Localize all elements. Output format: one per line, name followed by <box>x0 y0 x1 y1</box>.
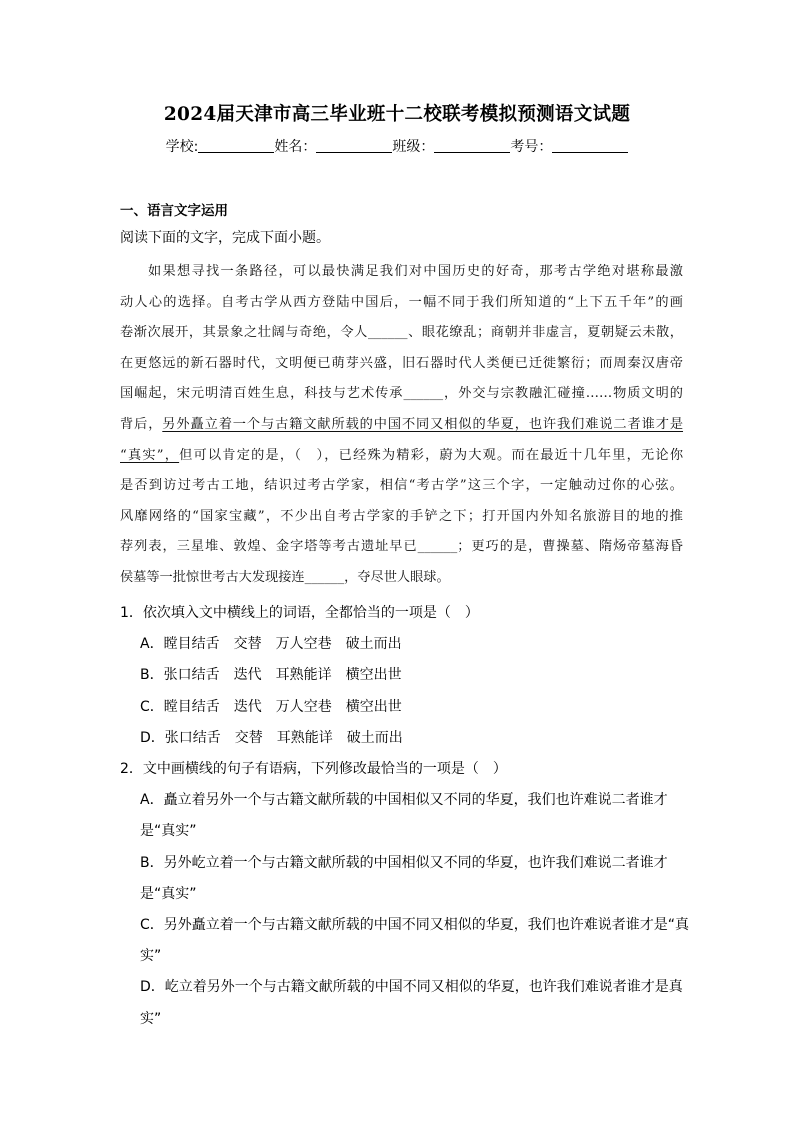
passage-line: 是否到访过考古工地，结识过考古学家，相信“考古学”这三个字，一定触动过你的心弦。 <box>120 478 683 494</box>
class-blank <box>434 137 510 153</box>
passage-text: 但可以肯定的是，（ ），已经殊为精彩，蔚为大观。而在最近十几年里，无论你 <box>179 447 684 463</box>
reading-passage <box>120 257 683 594</box>
passage-line: 卷渐次展开，其景象之壮阔与奇绝，令人______、眼花缭乱；商朝并非虚言，夏朝疑云未散， <box>120 325 683 341</box>
passage-line: 荐列表，三星堆、敦煌、金字塔等考古遗址早已______；更巧的是，曹操墓、隋炀帝墓海昏 <box>120 539 683 555</box>
question-stem: 2．文中画横线的句子有语病，下列修改最恰当的一项是（ ） <box>120 761 507 778</box>
answer-option: C．瞠目结舌 迭代 万人空巷 横空出世 <box>140 698 402 715</box>
page-title: 2024届天津市高三毕业班十二校联考模拟预测语文试题 <box>163 104 631 125</box>
passage-line: 侯墓等一批惊世考古大发现接连______，夺尽世人眼球。 <box>120 569 450 585</box>
school-blank <box>198 137 274 153</box>
answer-option: B．张口结舌 迭代 耳熟能详 横空出世 <box>140 667 402 684</box>
class-label: 班级： <box>392 139 435 155</box>
passage-line: 如果想寻找一条路径，可以最快满足我们对中国历史的好奇，那考古学绝对堪称最激 <box>148 264 683 279</box>
student-info-line <box>0 137 794 157</box>
section-instruction: 阅读下面的文字，完成下面小题。 <box>120 230 330 246</box>
question-stem: 1．依次填入文中横线上的词语，全都恰当的一项是（ ） <box>120 605 479 621</box>
answer-option-line: A．矗立着另外一个与古籍文献所载的中国相似又不同的华夏，我们也许难说二者谁才 <box>140 792 668 809</box>
answer-option-line: D．屹立着另外一个与古籍文献所载的中国不同又相似的华夏，也许我们难说者谁才是真 <box>140 979 683 996</box>
question-list <box>120 598 690 1035</box>
exam-no-blank <box>552 137 628 153</box>
answer-option-line: 是“真实” <box>140 885 197 902</box>
answer-option: A．瞠目结舌 交替 万人空巷 破土而出 <box>140 636 402 653</box>
underlined-sentence: 另外矗立着一个与古籍文献所载的中国不同又相似的华夏，也许我们难说二者谁才是 <box>162 416 684 432</box>
passage-text: 背后， <box>120 416 163 432</box>
passage-line: 风靡网络的“国家宝藏”，不少出自考古学家的手铲之下；打开国内外知名旅游目的地的推 <box>120 508 683 524</box>
answer-option-line: C．另外矗立着一个与古籍文献所载的中国不同又相似的华夏，我们也许难说者谁才是“真 <box>140 917 690 934</box>
section-heading: 一、语言文字运用 <box>120 203 228 219</box>
passage-line: 动人心的选择。自考古学从西方登陆中国后，一幅不同于我们所知道的“上下五千年”的画 <box>120 294 683 310</box>
name-blank <box>316 137 392 153</box>
answer-option-line: 实” <box>140 948 162 965</box>
answer-option-line: 是“真实” <box>140 823 197 840</box>
passage-line: 在更悠远的新石器时代，文明便已萌芽兴盛，旧石器时代人类便已迁徙繁衍；而周秦汉唐帝 <box>120 355 683 371</box>
name-label: 姓名： <box>274 139 317 155</box>
answer-option-line: B．另外屹立着一个与古籍文献所载的中国相似又不同的华夏，也许我们难说二者谁才 <box>140 854 668 871</box>
passage-line: 国崛起，宋元明清百姓生息，科技与艺术传承______，外交与宗教融汇碰撞……物质文明的 <box>120 386 683 402</box>
exam-no-label: 考号： <box>510 139 553 155</box>
answer-option-line: 实” <box>140 1010 162 1027</box>
passage-line <box>120 441 683 472</box>
underlined-sentence: “真实”， <box>120 447 180 463</box>
school-label: 学校: <box>165 139 199 155</box>
answer-option: D．张口结舌 交替 耳熟能详 破土而出 <box>140 729 403 746</box>
passage-line <box>120 410 683 441</box>
